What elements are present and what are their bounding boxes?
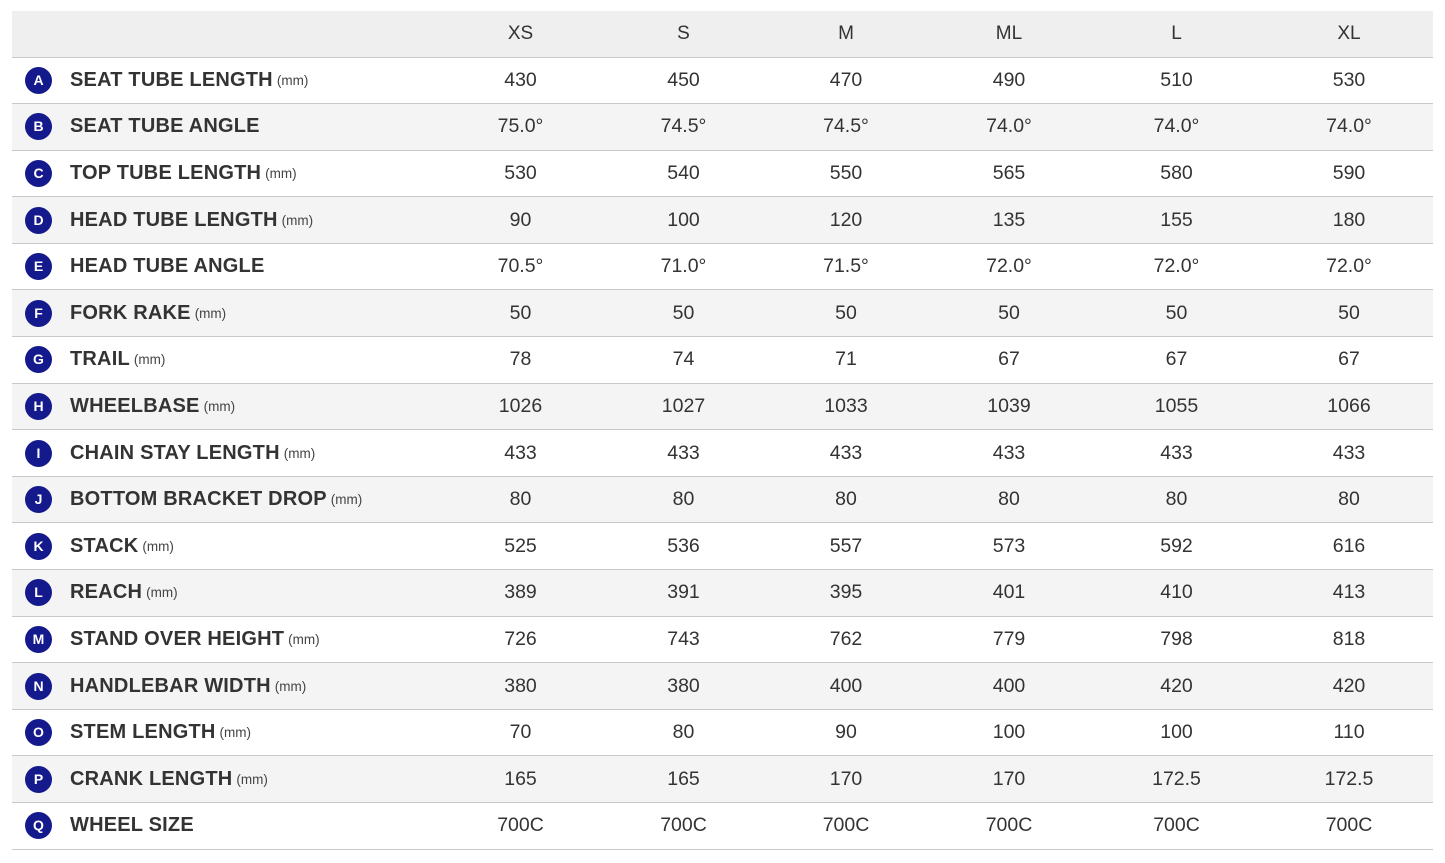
header-blank-cell xyxy=(12,11,436,57)
letter-badge-icon: D xyxy=(25,207,52,234)
measurement-unit: (mm) xyxy=(281,212,314,228)
value-cell-ml: 50 xyxy=(930,290,1088,337)
letter-badge-icon: E xyxy=(25,253,52,280)
value-cell-s: 74 xyxy=(605,337,762,384)
measurement-name: SEAT TUBE LENGTH xyxy=(70,68,273,91)
table-row xyxy=(12,803,1433,850)
value-cell-s: 71.0° xyxy=(605,243,762,290)
table-header xyxy=(12,11,1433,57)
value-cell-ml: 573 xyxy=(930,523,1088,570)
size-header-l: L xyxy=(1088,11,1265,57)
value-cell-m: 400 xyxy=(762,663,930,710)
value-cell-ml: 80 xyxy=(930,476,1088,523)
value-cell-ml: 565 xyxy=(930,150,1088,197)
measurement-unit: (mm) xyxy=(194,305,227,321)
measurement-label-cell xyxy=(12,430,436,477)
value-cell-xl: 420 xyxy=(1265,663,1433,710)
value-cell-xl: 530 xyxy=(1265,57,1433,104)
value-cell-l: 80 xyxy=(1088,476,1265,523)
size-header-xs: XS xyxy=(436,11,605,57)
value-cell-xl: 818 xyxy=(1265,616,1433,663)
value-cell-s: 80 xyxy=(605,476,762,523)
size-header-s: S xyxy=(605,11,762,57)
value-cell-xl: 110 xyxy=(1265,709,1433,756)
measurement-name: WHEELBASE xyxy=(70,394,200,417)
value-cell-s: 380 xyxy=(605,663,762,710)
value-cell-xs: 75.0° xyxy=(436,104,605,151)
value-cell-m: 700C xyxy=(762,803,930,850)
measurement-label-cell xyxy=(12,290,436,337)
measurement-unit: (mm) xyxy=(265,165,297,181)
value-cell-xs: 380 xyxy=(436,663,605,710)
value-cell-ml: 67 xyxy=(930,337,1088,384)
value-cell-m: 395 xyxy=(762,570,930,617)
table-row xyxy=(12,104,1433,151)
measurement-unit: (mm) xyxy=(288,631,320,647)
value-cell-m: 50 xyxy=(762,290,930,337)
letter-badge-icon: A xyxy=(25,67,52,94)
value-cell-s: 536 xyxy=(605,523,762,570)
letter-badge-icon: Q xyxy=(25,812,52,839)
value-cell-xl: 1066 xyxy=(1265,383,1433,430)
letter-badge-icon: O xyxy=(25,719,52,746)
measurement-label-cell xyxy=(12,150,436,197)
value-cell-l: 74.0° xyxy=(1088,104,1265,151)
geometry-table xyxy=(12,11,1433,850)
value-cell-m: 470 xyxy=(762,57,930,104)
value-cell-ml: 401 xyxy=(930,570,1088,617)
measurement-label-cell xyxy=(12,803,436,850)
measurement-unit: (mm) xyxy=(219,725,252,741)
value-cell-xl: 80 xyxy=(1265,476,1433,523)
measurement-label-cell xyxy=(12,383,436,430)
value-cell-l: 420 xyxy=(1088,663,1265,710)
measurement-label-cell xyxy=(12,57,436,104)
value-cell-s: 450 xyxy=(605,57,762,104)
value-cell-l: 410 xyxy=(1088,570,1265,617)
header-row xyxy=(12,11,1433,57)
table-row xyxy=(12,663,1433,710)
table-row xyxy=(12,290,1433,337)
value-cell-m: 80 xyxy=(762,476,930,523)
letter-badge-icon: J xyxy=(25,486,52,513)
value-cell-s: 80 xyxy=(605,709,762,756)
measurement-name: CHAIN STAY LENGTH xyxy=(70,441,280,464)
value-cell-l: 1055 xyxy=(1088,383,1265,430)
value-cell-xs: 165 xyxy=(436,756,605,803)
value-cell-s: 433 xyxy=(605,430,762,477)
measurement-name: WHEEL SIZE xyxy=(70,814,194,837)
value-cell-xs: 433 xyxy=(436,430,605,477)
value-cell-xl: 616 xyxy=(1265,523,1433,570)
value-cell-ml: 1039 xyxy=(930,383,1088,430)
value-cell-l: 700C xyxy=(1088,803,1265,850)
table-row xyxy=(12,197,1433,244)
measurement-name: HEAD TUBE LENGTH xyxy=(70,208,278,231)
value-cell-ml: 400 xyxy=(930,663,1088,710)
value-cell-l: 172.5 xyxy=(1088,756,1265,803)
value-cell-l: 592 xyxy=(1088,523,1265,570)
value-cell-m: 557 xyxy=(762,523,930,570)
value-cell-xs: 78 xyxy=(436,337,605,384)
value-cell-ml: 433 xyxy=(930,430,1088,477)
value-cell-m: 1033 xyxy=(762,383,930,430)
value-cell-s: 74.5° xyxy=(605,104,762,151)
value-cell-m: 550 xyxy=(762,150,930,197)
value-cell-l: 67 xyxy=(1088,337,1265,384)
value-cell-ml: 700C xyxy=(930,803,1088,850)
letter-badge-icon: K xyxy=(25,533,52,560)
measurement-name: BOTTOM BRACKET DROP xyxy=(70,488,327,511)
table-row xyxy=(12,337,1433,384)
letter-badge-icon: N xyxy=(25,673,52,700)
measurement-name: HEAD TUBE ANGLE xyxy=(70,255,265,278)
measurement-label-cell xyxy=(12,104,436,151)
value-cell-xs: 70.5° xyxy=(436,243,605,290)
value-cell-ml: 490 xyxy=(930,57,1088,104)
measurement-name: STAND OVER HEIGHT xyxy=(70,627,285,650)
table-row xyxy=(12,756,1433,803)
table-row xyxy=(12,523,1433,570)
value-cell-ml: 135 xyxy=(930,197,1088,244)
measurement-label-cell xyxy=(12,616,436,663)
value-cell-xl: 172.5 xyxy=(1265,756,1433,803)
value-cell-xl: 180 xyxy=(1265,197,1433,244)
value-cell-m: 71 xyxy=(762,337,930,384)
value-cell-s: 50 xyxy=(605,290,762,337)
value-cell-l: 72.0° xyxy=(1088,243,1265,290)
value-cell-m: 74.5° xyxy=(762,104,930,151)
letter-badge-icon: L xyxy=(25,579,52,606)
measurement-name: TOP TUBE LENGTH xyxy=(70,161,262,184)
value-cell-s: 1027 xyxy=(605,383,762,430)
value-cell-m: 71.5° xyxy=(762,243,930,290)
value-cell-s: 100 xyxy=(605,197,762,244)
value-cell-xs: 1026 xyxy=(436,383,605,430)
measurement-name: SEAT TUBE ANGLE xyxy=(70,115,260,138)
value-cell-xl: 700C xyxy=(1265,803,1433,850)
value-cell-s: 165 xyxy=(605,756,762,803)
table-row xyxy=(12,243,1433,290)
value-cell-xs: 389 xyxy=(436,570,605,617)
value-cell-xs: 700C xyxy=(436,803,605,850)
table-row xyxy=(12,383,1433,430)
measurement-unit: (mm) xyxy=(330,492,363,508)
measurement-unit: (mm) xyxy=(283,445,316,461)
value-cell-xl: 413 xyxy=(1265,570,1433,617)
value-cell-xs: 530 xyxy=(436,150,605,197)
table-row xyxy=(12,709,1433,756)
value-cell-l: 798 xyxy=(1088,616,1265,663)
table-row xyxy=(12,476,1433,523)
value-cell-xl: 67 xyxy=(1265,337,1433,384)
letter-badge-icon: C xyxy=(25,160,52,187)
value-cell-xs: 70 xyxy=(436,709,605,756)
measurement-unit: (mm) xyxy=(276,72,309,88)
measurement-label-cell xyxy=(12,243,436,290)
table-row xyxy=(12,430,1433,477)
measurement-unit: (mm) xyxy=(203,398,236,414)
value-cell-s: 391 xyxy=(605,570,762,617)
measurement-label-cell xyxy=(12,756,436,803)
measurement-label-cell xyxy=(12,337,436,384)
measurement-label-cell xyxy=(12,570,436,617)
value-cell-xs: 726 xyxy=(436,616,605,663)
size-header-xl: XL xyxy=(1265,11,1433,57)
value-cell-ml: 100 xyxy=(930,709,1088,756)
value-cell-xl: 50 xyxy=(1265,290,1433,337)
value-cell-m: 170 xyxy=(762,756,930,803)
measurement-label-cell xyxy=(12,663,436,710)
value-cell-l: 580 xyxy=(1088,150,1265,197)
value-cell-xs: 525 xyxy=(436,523,605,570)
value-cell-s: 540 xyxy=(605,150,762,197)
letter-badge-icon: H xyxy=(25,393,52,420)
value-cell-ml: 72.0° xyxy=(930,243,1088,290)
value-cell-ml: 779 xyxy=(930,616,1088,663)
value-cell-xs: 50 xyxy=(436,290,605,337)
table-body xyxy=(12,57,1433,849)
measurement-name: STEM LENGTH xyxy=(70,721,216,744)
letter-badge-icon: G xyxy=(25,346,52,373)
measurement-unit: (mm) xyxy=(133,352,166,368)
value-cell-xl: 433 xyxy=(1265,430,1433,477)
size-header-m: M xyxy=(762,11,930,57)
measurement-name: TRAIL xyxy=(70,348,130,371)
value-cell-s: 700C xyxy=(605,803,762,850)
value-cell-m: 433 xyxy=(762,430,930,477)
letter-badge-icon: B xyxy=(25,113,52,140)
letter-badge-icon: I xyxy=(25,440,52,467)
value-cell-xs: 430 xyxy=(436,57,605,104)
letter-badge-icon: F xyxy=(25,300,52,327)
value-cell-l: 510 xyxy=(1088,57,1265,104)
measurement-label-cell xyxy=(12,197,436,244)
measurement-unit: (mm) xyxy=(274,678,307,694)
value-cell-l: 100 xyxy=(1088,709,1265,756)
value-cell-l: 155 xyxy=(1088,197,1265,244)
measurement-label-cell xyxy=(12,709,436,756)
table-row xyxy=(12,616,1433,663)
value-cell-m: 90 xyxy=(762,709,930,756)
value-cell-m: 120 xyxy=(762,197,930,244)
value-cell-xs: 80 xyxy=(436,476,605,523)
table-row xyxy=(12,57,1433,104)
measurement-name: CRANK LENGTH xyxy=(70,767,233,790)
size-header-ml: ML xyxy=(930,11,1088,57)
value-cell-m: 762 xyxy=(762,616,930,663)
measurement-name: STACK xyxy=(70,534,139,557)
measurement-name: FORK RAKE xyxy=(70,301,191,324)
measurement-label-cell xyxy=(12,476,436,523)
measurement-unit: (mm) xyxy=(142,538,174,554)
value-cell-xl: 74.0° xyxy=(1265,104,1433,151)
letter-badge-icon: P xyxy=(25,766,52,793)
measurement-unit: (mm) xyxy=(146,585,178,601)
value-cell-xl: 72.0° xyxy=(1265,243,1433,290)
value-cell-l: 433 xyxy=(1088,430,1265,477)
value-cell-ml: 74.0° xyxy=(930,104,1088,151)
value-cell-xs: 90 xyxy=(436,197,605,244)
value-cell-ml: 170 xyxy=(930,756,1088,803)
value-cell-s: 743 xyxy=(605,616,762,663)
measurement-label-cell xyxy=(12,523,436,570)
value-cell-l: 50 xyxy=(1088,290,1265,337)
table-row xyxy=(12,150,1433,197)
letter-badge-icon: M xyxy=(25,626,52,653)
measurement-name: REACH xyxy=(70,581,143,604)
measurement-name: HANDLEBAR WIDTH xyxy=(70,674,271,697)
value-cell-xl: 590 xyxy=(1265,150,1433,197)
measurement-unit: (mm) xyxy=(236,771,268,787)
table-row xyxy=(12,570,1433,617)
